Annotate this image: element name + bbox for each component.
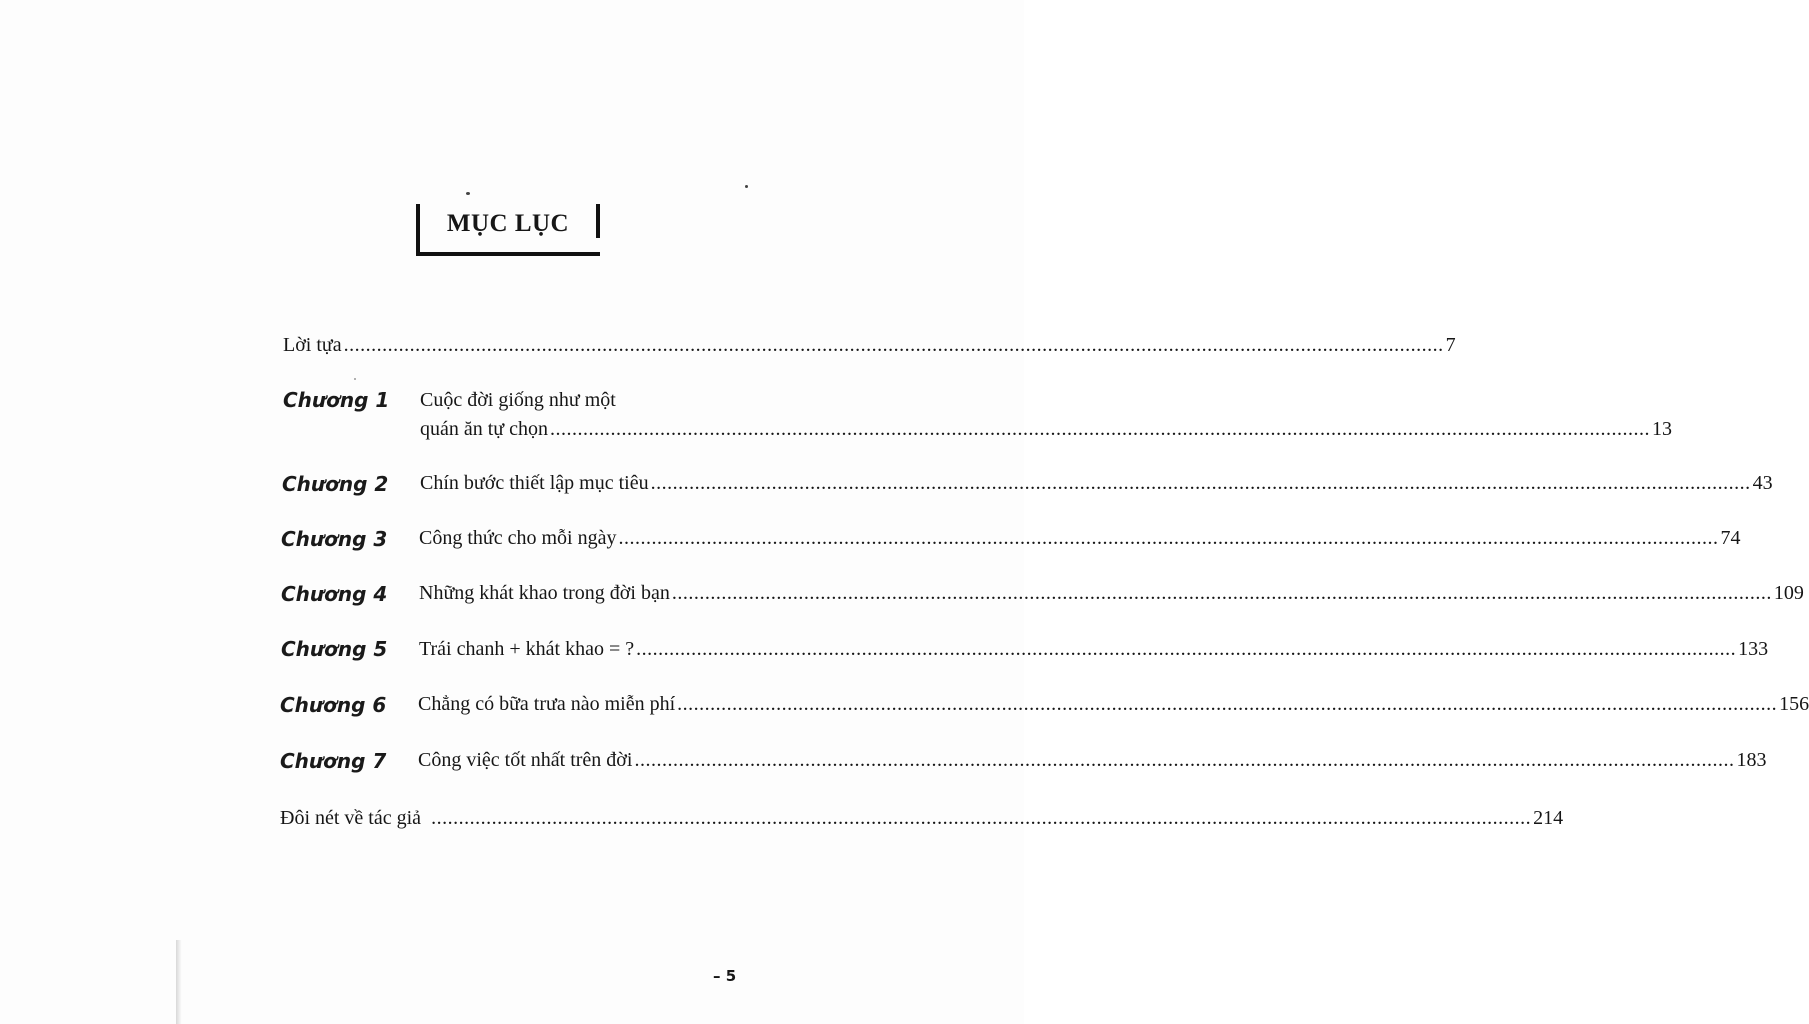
ink-speck: [745, 185, 748, 188]
ink-speck: [466, 192, 470, 195]
toc-entry-author: [280, 807, 1564, 830]
leader-dots: ........................................................................................................................................................................................................: [550, 418, 1651, 440]
ink-speck: [354, 378, 356, 380]
toc-entry-page: 133: [1738, 638, 1769, 660]
toc-entry-title: Trái chanh + khát khao = ?: [419, 638, 635, 660]
toc-entry-chapter-4: [419, 582, 1804, 605]
binding-shadow: [176, 940, 182, 1024]
toc-entry-title: Công thức cho mỗi ngày: [419, 527, 617, 549]
leader-dots: ........................................................................................................................................................................................................: [634, 749, 1735, 771]
chapter-4-label: Chương 4: [281, 582, 388, 606]
title-frame: [416, 204, 600, 256]
toc-entry-page: 13: [1652, 418, 1673, 440]
leader-dots: ........................................................................................................................................................................................................: [650, 472, 1751, 494]
toc-entry-title: Những khát khao trong đời bạn: [419, 582, 670, 604]
toc-entry-title: Chẳng có bữa trưa nào miễn phí: [418, 693, 676, 715]
toc-entry-title: Chín bước thiết lập mục tiêu: [420, 472, 649, 494]
toc-entry-chapter-2: [420, 472, 1773, 495]
chapter-7-label: Chương 7: [280, 749, 387, 773]
toc-entry-chapter-6: [418, 693, 1809, 716]
chapter-2-label: Chương 2: [282, 472, 389, 496]
chapter-3-label: Chương 3: [281, 527, 388, 551]
toc-entry-chapter-3: [419, 527, 1741, 550]
toc-entry-preface: [283, 334, 1456, 357]
toc-entry-chapter-1: [420, 418, 1673, 441]
toc-entry-page: 74: [1720, 527, 1741, 549]
toc-entry-page: 183: [1736, 749, 1767, 771]
leader-dots: ........................................................................................................................................................................................................: [671, 582, 1772, 604]
chapter-1-label: Chương 1: [283, 388, 390, 412]
toc-entry-page: 7: [1445, 334, 1456, 356]
toc-entry-title: quán ăn tự chọn: [420, 418, 549, 440]
page-number: – 5: [713, 967, 737, 985]
toc-entry-page: 43: [1752, 472, 1773, 494]
leader-dots: ........................................................................................................................................................................................................: [677, 693, 1778, 715]
leader-dots: ........................................................................................................................................................................................................: [618, 527, 1719, 549]
toc-entry-page: 156: [1779, 693, 1809, 715]
toc-entry-title: Công việc tốt nhất trên đời: [418, 749, 633, 771]
chapter-6-label: Chương 6: [280, 693, 387, 717]
chapter-5-label: Chương 5: [281, 637, 388, 661]
toc-entry-page: 109: [1773, 582, 1804, 604]
leader-dots: ........................................................................................................................................................................................................: [431, 807, 1532, 829]
toc-entry-label: Đôi nét về tác giả: [280, 807, 422, 829]
toc-entry-label: Lời tựa: [283, 334, 342, 356]
leader-dots: ........................................................................................................................................................................................................: [636, 638, 1737, 660]
chapter-1-title-line1: Cuộc đời giống như một: [420, 389, 616, 411]
leader-dots: ........................................................................................................................................................................................................: [343, 334, 1444, 356]
page-title: MỤC LỤC: [446, 210, 570, 237]
frame-bottom-bar: [416, 252, 600, 256]
toc-entry-chapter-5: [419, 638, 1769, 661]
toc-entry-chapter-7: [418, 749, 1767, 772]
toc-entry-page: 214: [1533, 807, 1564, 829]
